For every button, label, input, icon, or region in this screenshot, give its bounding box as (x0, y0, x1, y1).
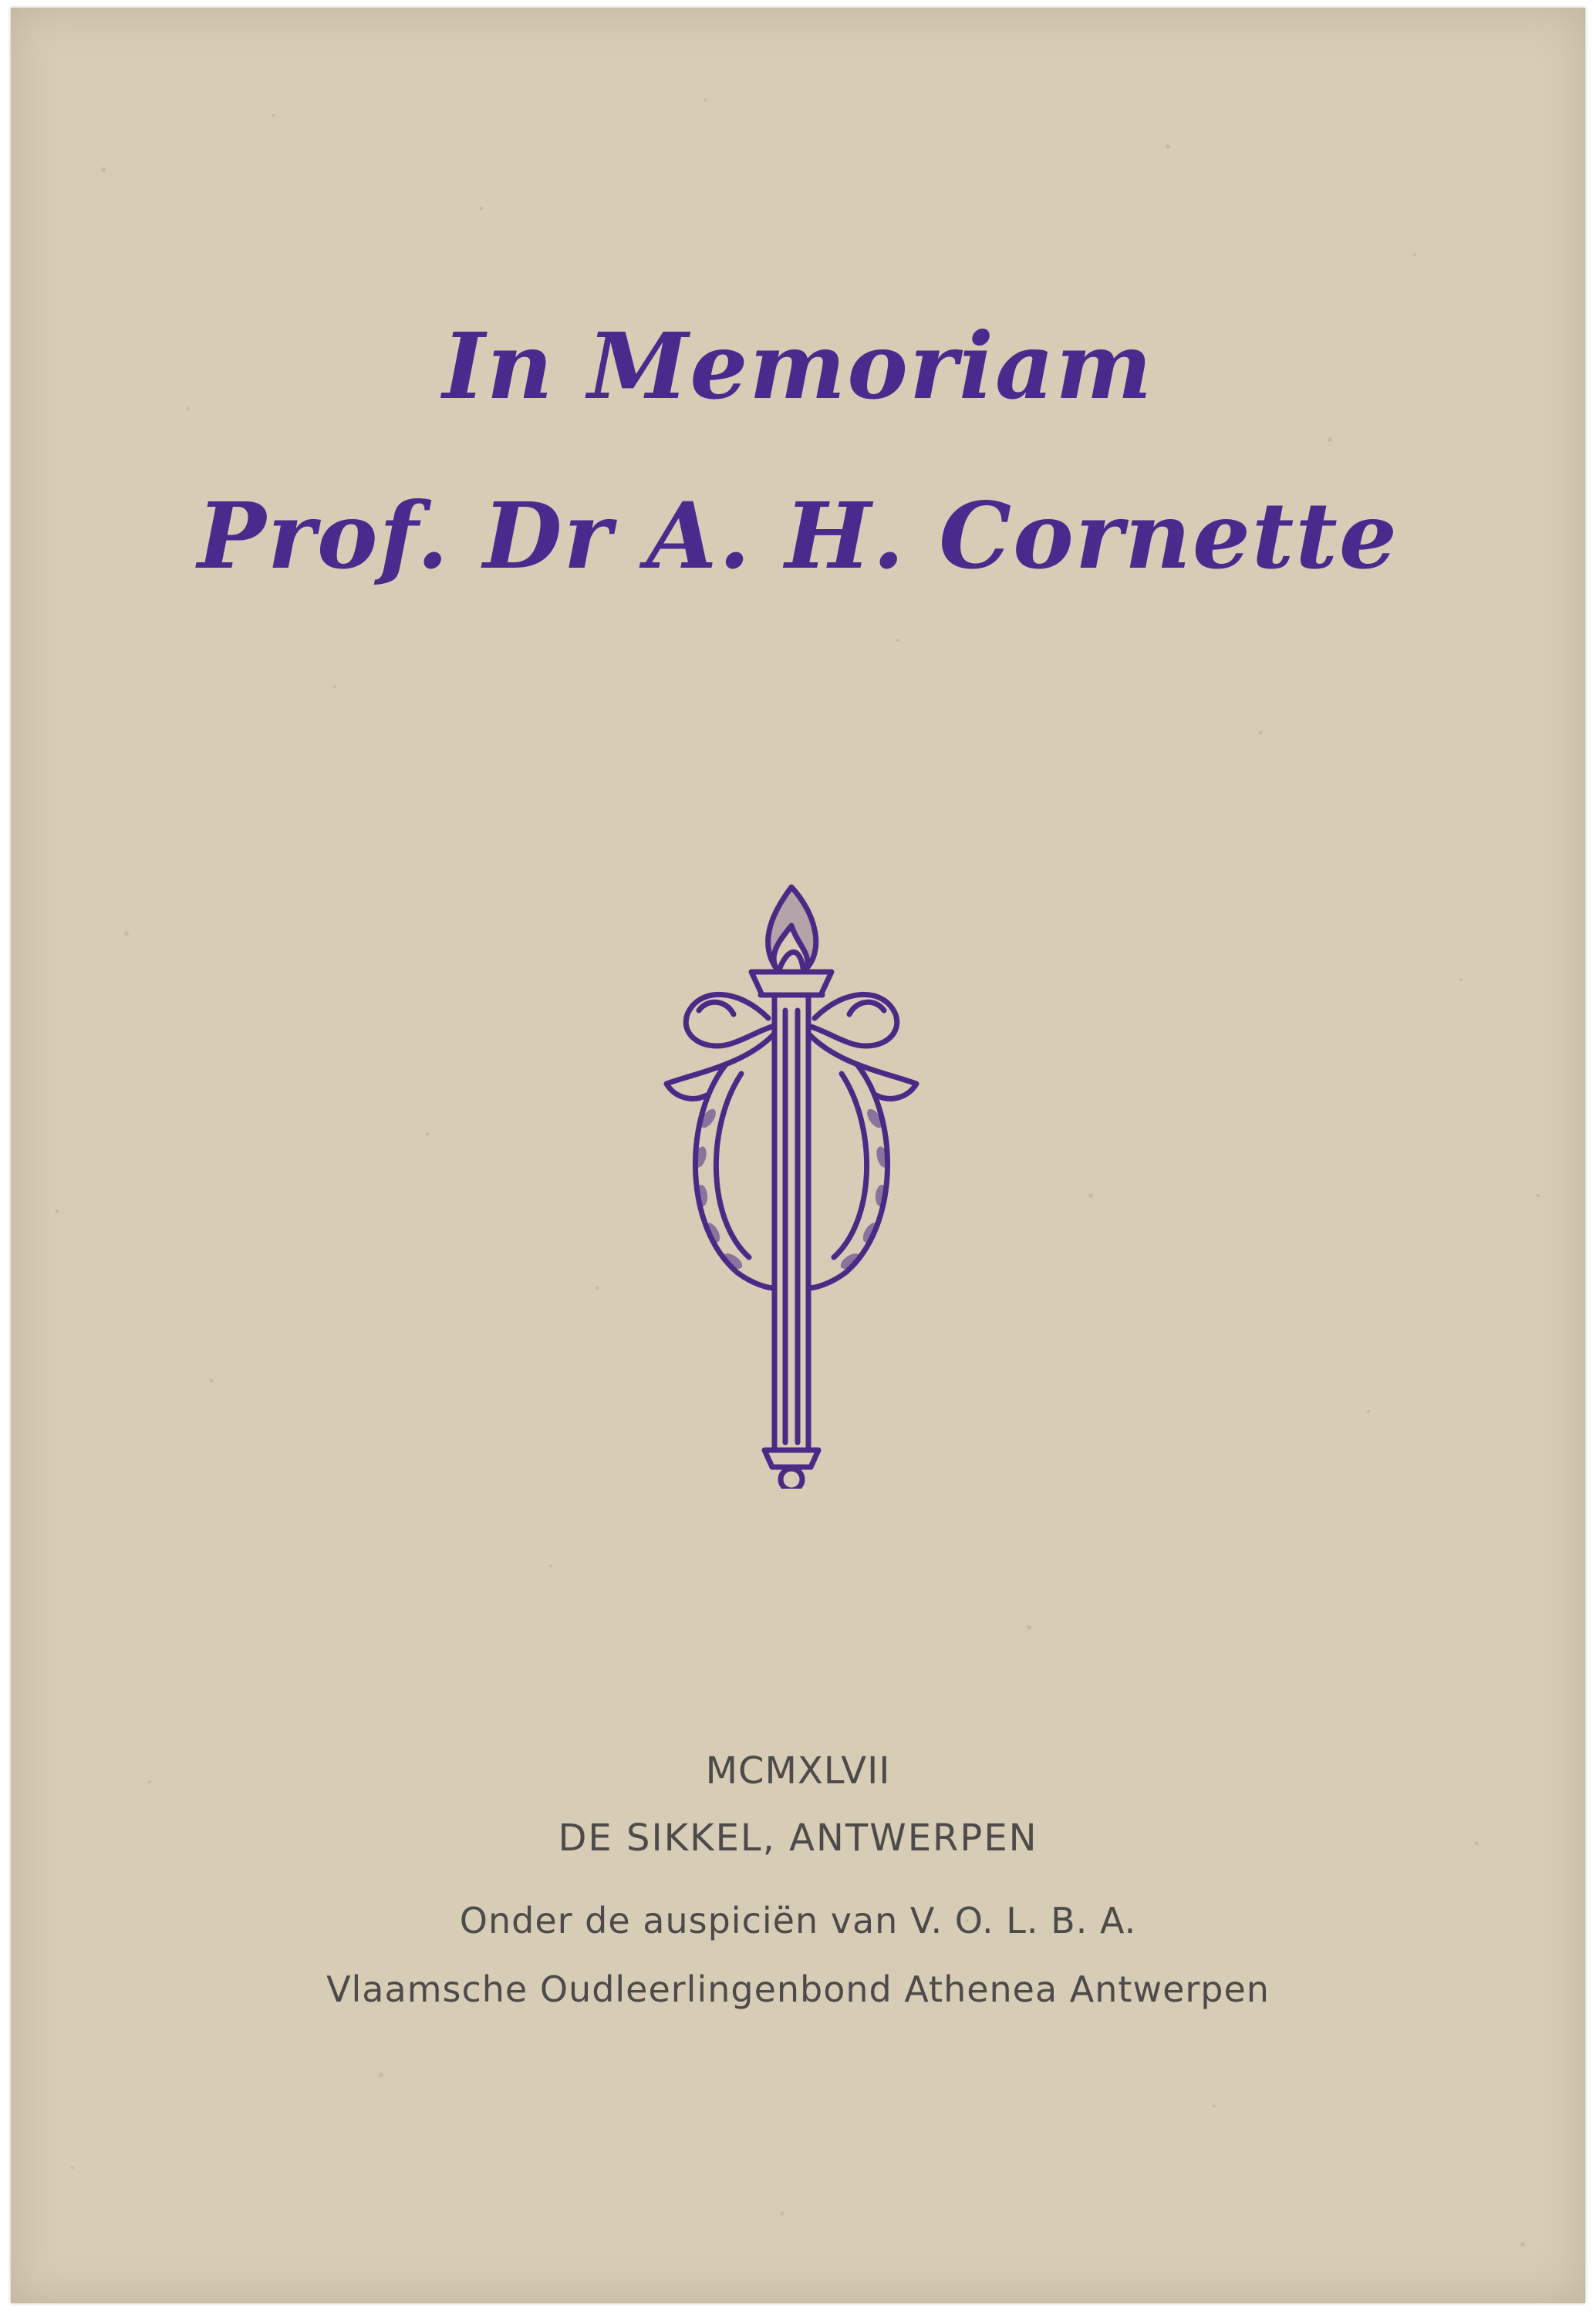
association-line: Vlaamsche Oudleerlingenbond Athenea Antwerpen (326, 1968, 1270, 2010)
publication-year: MCMXLVII (705, 1749, 891, 1793)
publisher: DE SIKKEL, ANTWERPEN (558, 1816, 1038, 1860)
auspices-line: Onder de auspiciën van V. O. L. B. A. (459, 1900, 1137, 1941)
book-cover (11, 8, 1585, 2303)
title-line-name: Prof. Dr A. H. Cornette (197, 482, 1399, 589)
torch-wreath-emblem-icon (653, 872, 930, 1489)
title-line-in-memoriam: In Memoriam (442, 312, 1154, 420)
